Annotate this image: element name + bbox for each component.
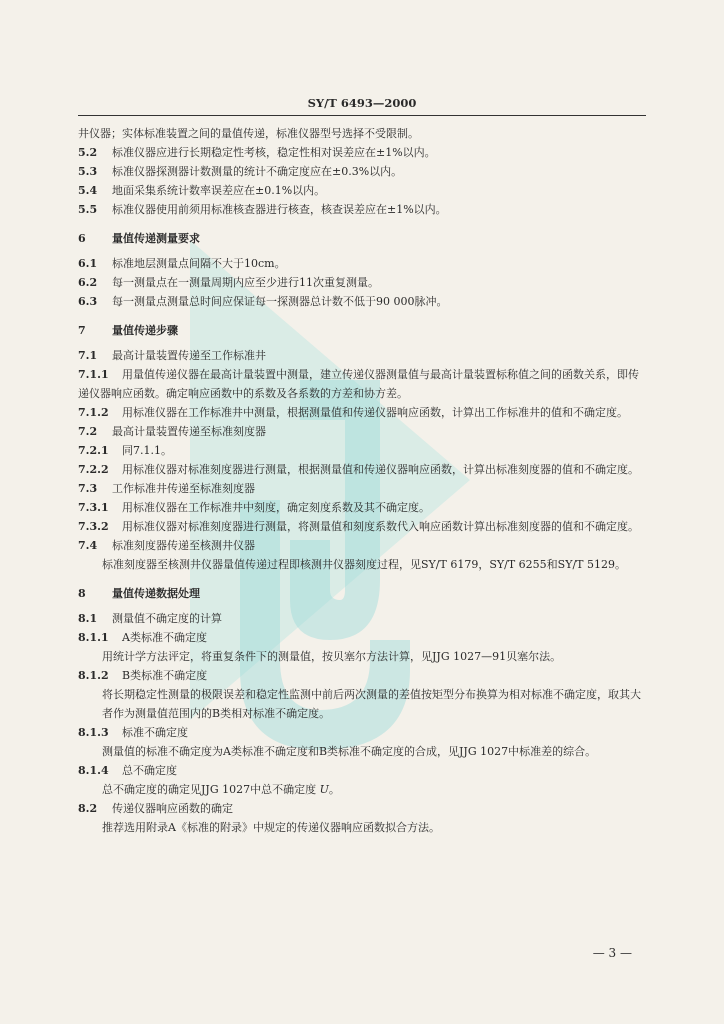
clause-text: 地面采集系统计数率误差应在±0.1%以内。 bbox=[112, 184, 326, 197]
clause-text: 每一测量点在一测量周期内应至少进行11次重复测量。 bbox=[112, 276, 379, 289]
clause-text: 每一测量点测量总时间应保证每一探测器总计数不低于90 000脉冲。 bbox=[112, 295, 448, 308]
clause-number: 6.2 bbox=[78, 276, 98, 289]
clause bbox=[78, 479, 646, 498]
clause-text: 最高计量装置传递至标准刻度器 bbox=[112, 425, 266, 438]
clause-number: 6.1 bbox=[78, 257, 98, 270]
clause-text: B类标准不确定度 bbox=[122, 669, 208, 682]
body-text bbox=[78, 124, 646, 837]
clause-number: 7.2 bbox=[78, 425, 98, 438]
symbol-u: U bbox=[319, 783, 329, 796]
clause-number: 8.1.1 bbox=[78, 631, 109, 644]
clause-number: 8.1.4 bbox=[78, 764, 109, 777]
clause-number: 7.1 bbox=[78, 349, 98, 362]
paragraph bbox=[78, 780, 646, 799]
clause bbox=[78, 365, 646, 403]
section-heading bbox=[78, 229, 646, 248]
clause-number: 7.2.1 bbox=[78, 444, 109, 457]
clause bbox=[78, 422, 646, 441]
clause bbox=[78, 292, 646, 311]
clause bbox=[78, 460, 646, 479]
clause-text: 总不确定度 bbox=[122, 764, 177, 777]
clause bbox=[78, 346, 646, 365]
clause-text: 最高计量装置传递至工作标准井 bbox=[112, 349, 266, 362]
clause-number: 7.4 bbox=[78, 539, 98, 552]
clause-text: 用标准仪器在工作标准井中测量，根据测量值和传递仪器响应函数，计算出工作标准井的值和不确定度。 bbox=[122, 406, 628, 419]
section-title: 量值传递步骤 bbox=[112, 324, 178, 337]
clause bbox=[78, 162, 646, 181]
section-heading bbox=[78, 321, 646, 340]
clause-number: 5.5 bbox=[78, 203, 98, 216]
section-number: 7 bbox=[78, 324, 86, 337]
clause-number: 8.1.2 bbox=[78, 669, 109, 682]
clause bbox=[78, 143, 646, 162]
clause-number: 5.2 bbox=[78, 146, 98, 159]
clause-number: 8.1 bbox=[78, 612, 98, 625]
clause-number: 6.3 bbox=[78, 295, 98, 308]
clause-number: 7.1.1 bbox=[78, 368, 109, 381]
clause bbox=[78, 536, 646, 555]
section-number: 6 bbox=[78, 232, 86, 245]
clause bbox=[78, 254, 646, 273]
clause bbox=[78, 403, 646, 422]
clause bbox=[78, 441, 646, 460]
paragraph: 将长期稳定性测量的极限误差和稳定性监测中前后两次测量的差值按矩型分布换算为相对标准不确定度，取其大者作为测量值范围内的B类相对标准不确定度。 bbox=[102, 688, 641, 720]
section-title: 量值传递测量要求 bbox=[112, 232, 200, 245]
clause-number: 7.2.2 bbox=[78, 463, 109, 476]
page-number: — 3 — bbox=[592, 946, 632, 960]
clause bbox=[78, 609, 646, 628]
paragraph: 推荐选用附录A《标准的附录》中规定的传递仪器响应函数拟合方法。 bbox=[102, 821, 440, 834]
clause-text: 标准仪器应进行长期稳定性考核，稳定性相对误差应在±1%以内。 bbox=[112, 146, 436, 159]
clause bbox=[78, 761, 646, 780]
clause-text: A类标准不确定度 bbox=[122, 631, 207, 644]
clause bbox=[78, 723, 646, 742]
clause bbox=[78, 273, 646, 292]
section-number: 8 bbox=[78, 587, 86, 600]
clause-text: 用标准仪器对标准刻度器进行测量，根据测量值和传递仪器响应函数，计算出标准刻度器的值和不确定度。 bbox=[122, 463, 639, 476]
clause bbox=[78, 666, 646, 685]
clause-text: 工作标准井传递至标准刻度器 bbox=[112, 482, 255, 495]
clause-text: 用标准仪器对标准刻度器进行测量，将测量值和刻度系数代入响应函数计算出标准刻度器的值和不确定度。 bbox=[122, 520, 639, 533]
clause-text: 标准刻度器传递至核测井仪器 bbox=[112, 539, 255, 552]
paragraph: 测量值的标准不确定度为A类标准不确定度和B类标准不确定度的合成，见JJG 1027中标准差的综合。 bbox=[102, 745, 597, 758]
clause bbox=[78, 628, 646, 647]
clause-number: 7.3.2 bbox=[78, 520, 109, 533]
paragraph-text: 。 bbox=[328, 783, 340, 796]
clause-number: 5.3 bbox=[78, 165, 98, 178]
paragraph: 井仪器；实体标准装置之间的量值传递，标准仪器型号选择不受限制。 bbox=[78, 127, 419, 140]
clause-number: 7.3.1 bbox=[78, 501, 109, 514]
clause bbox=[78, 181, 646, 200]
clause-number: 8.1.3 bbox=[78, 726, 109, 739]
clause bbox=[78, 200, 646, 219]
clause-text: 测量值不确定度的计算 bbox=[112, 612, 222, 625]
clause-text: 传递仪器响应函数的确定 bbox=[112, 802, 233, 815]
page-header: SY/T 6493—2000 bbox=[78, 96, 646, 116]
clause-number: 7.1.2 bbox=[78, 406, 109, 419]
clause-text: 标准仪器探测器计数测量的统计不确定度应在±0.3%以内。 bbox=[112, 165, 403, 178]
clause-text: 标准仪器使用前须用标准核查器进行核查，核查误差应在±1%以内。 bbox=[112, 203, 447, 216]
paragraph: 标准刻度器至核测井仪器量值传递过程即核测井仪器刻度过程，见SY/T 6179，SY/T 6255和SY/T 5129。 bbox=[102, 558, 626, 571]
clause-text: 同7.1.1。 bbox=[122, 444, 172, 457]
section-title: 量值传递数据处理 bbox=[112, 587, 200, 600]
paragraph-text: 总不确定度的确定见JJG 1027中总不确定度 bbox=[102, 783, 317, 796]
clause bbox=[78, 799, 646, 818]
paragraph: 用统计学方法评定，将重复条件下的测量值，按贝塞尔方法计算，见JJG 1027—91贝塞尔法。 bbox=[102, 650, 562, 663]
clause-number: 7.3 bbox=[78, 482, 98, 495]
clause-text: 标准地层测量点间隔不大于10cm。 bbox=[112, 257, 286, 270]
clause-text: 标准不确定度 bbox=[122, 726, 188, 739]
clause bbox=[78, 498, 646, 517]
section-heading bbox=[78, 584, 646, 603]
clause bbox=[78, 517, 646, 536]
clause-text: 用量值传递仪器在最高计量装置中测量，建立传递仪器测量值与最高计量装置标称值之间的函数关系，即传递仪器响应函数。确定响应函数中的系数及各系数的方差和协方差。 bbox=[78, 368, 639, 400]
clause-number: 5.4 bbox=[78, 184, 98, 197]
clause-text: 用标准仪器在工作标准井中刻度，确定刻度系数及其不确定度。 bbox=[122, 501, 430, 514]
clause-number: 8.2 bbox=[78, 802, 98, 815]
